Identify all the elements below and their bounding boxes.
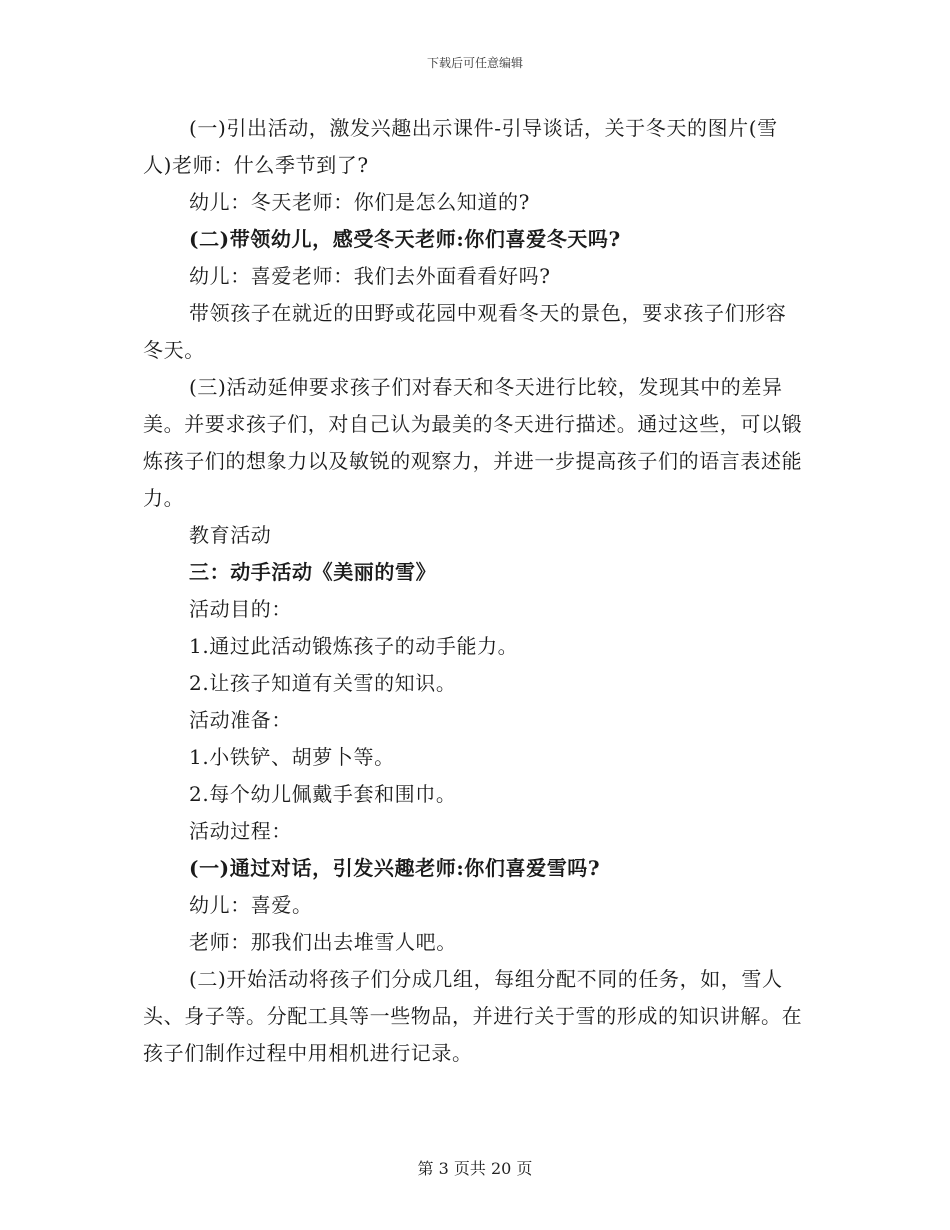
paragraph: (一)引出活动，激发兴趣出示课件-引导谈话，关于冬天的图片(雪人)老师：什么季节到了? bbox=[143, 116, 778, 177]
paragraph: 幼儿：喜爱老师：我们去外面看看好吗? bbox=[189, 264, 551, 288]
list-item: 1.通过此活动锻炼孩子的动手能力。 bbox=[189, 634, 519, 658]
paragraph: 带领孩子在就近的田野或花园中观看冬天的景色，要求孩子们形容冬天。 bbox=[143, 301, 787, 362]
paragraph: 活动准备： bbox=[189, 708, 292, 732]
paragraph: 幼儿：冬天老师：你们是怎么知道的? bbox=[189, 190, 530, 214]
paragraph-heading: (一)通过对话，引发兴趣老师:你们喜爱雪吗? bbox=[189, 856, 601, 880]
paragraph: (三)活动延伸要求孩子们对春天和冬天进行比较，发现其中的差异美。并要求孩子们，对自己认为最美的冬天进行描述。通过这些，可以锻炼孩子们的想象力以及敏锐的观察力，并进一步提高孩子们的语言表述能力。 bbox=[143, 375, 803, 510]
document-body bbox=[143, 110, 803, 1072]
paragraph: 老师：那我们出去堆雪人吧。 bbox=[189, 930, 457, 954]
list-item: 1.小铁铲、胡萝卜等。 bbox=[189, 745, 395, 769]
paragraph: 活动目的： bbox=[189, 597, 292, 621]
paragraph: 幼儿：喜爱。 bbox=[189, 893, 313, 917]
list-item: 2.每个幼儿佩戴手套和围巾。 bbox=[189, 782, 457, 806]
page-number-footer: 第 3 页共 20 页 bbox=[417, 1159, 533, 1178]
paragraph: (二)开始活动将孩子们分成几组，每组分配不同的任务，如，雪人头、身子等。分配工具等一些物品，并进行关于雪的形成的知识讲解。在孩子们制作过程中用相机进行记录。 bbox=[143, 967, 803, 1065]
paragraph-heading: (二)带领幼儿，感受冬天老师:你们喜爱冬天吗? bbox=[189, 227, 621, 251]
paragraph: 活动过程： bbox=[189, 819, 292, 843]
paragraph: 教育活动 bbox=[189, 523, 272, 547]
header-note: 下载后可任意编辑 bbox=[426, 56, 523, 70]
section-title: 三：动手活动《美丽的雪》 bbox=[189, 560, 437, 584]
list-item: 2.让孩子知道有关雪的知识。 bbox=[189, 671, 457, 695]
